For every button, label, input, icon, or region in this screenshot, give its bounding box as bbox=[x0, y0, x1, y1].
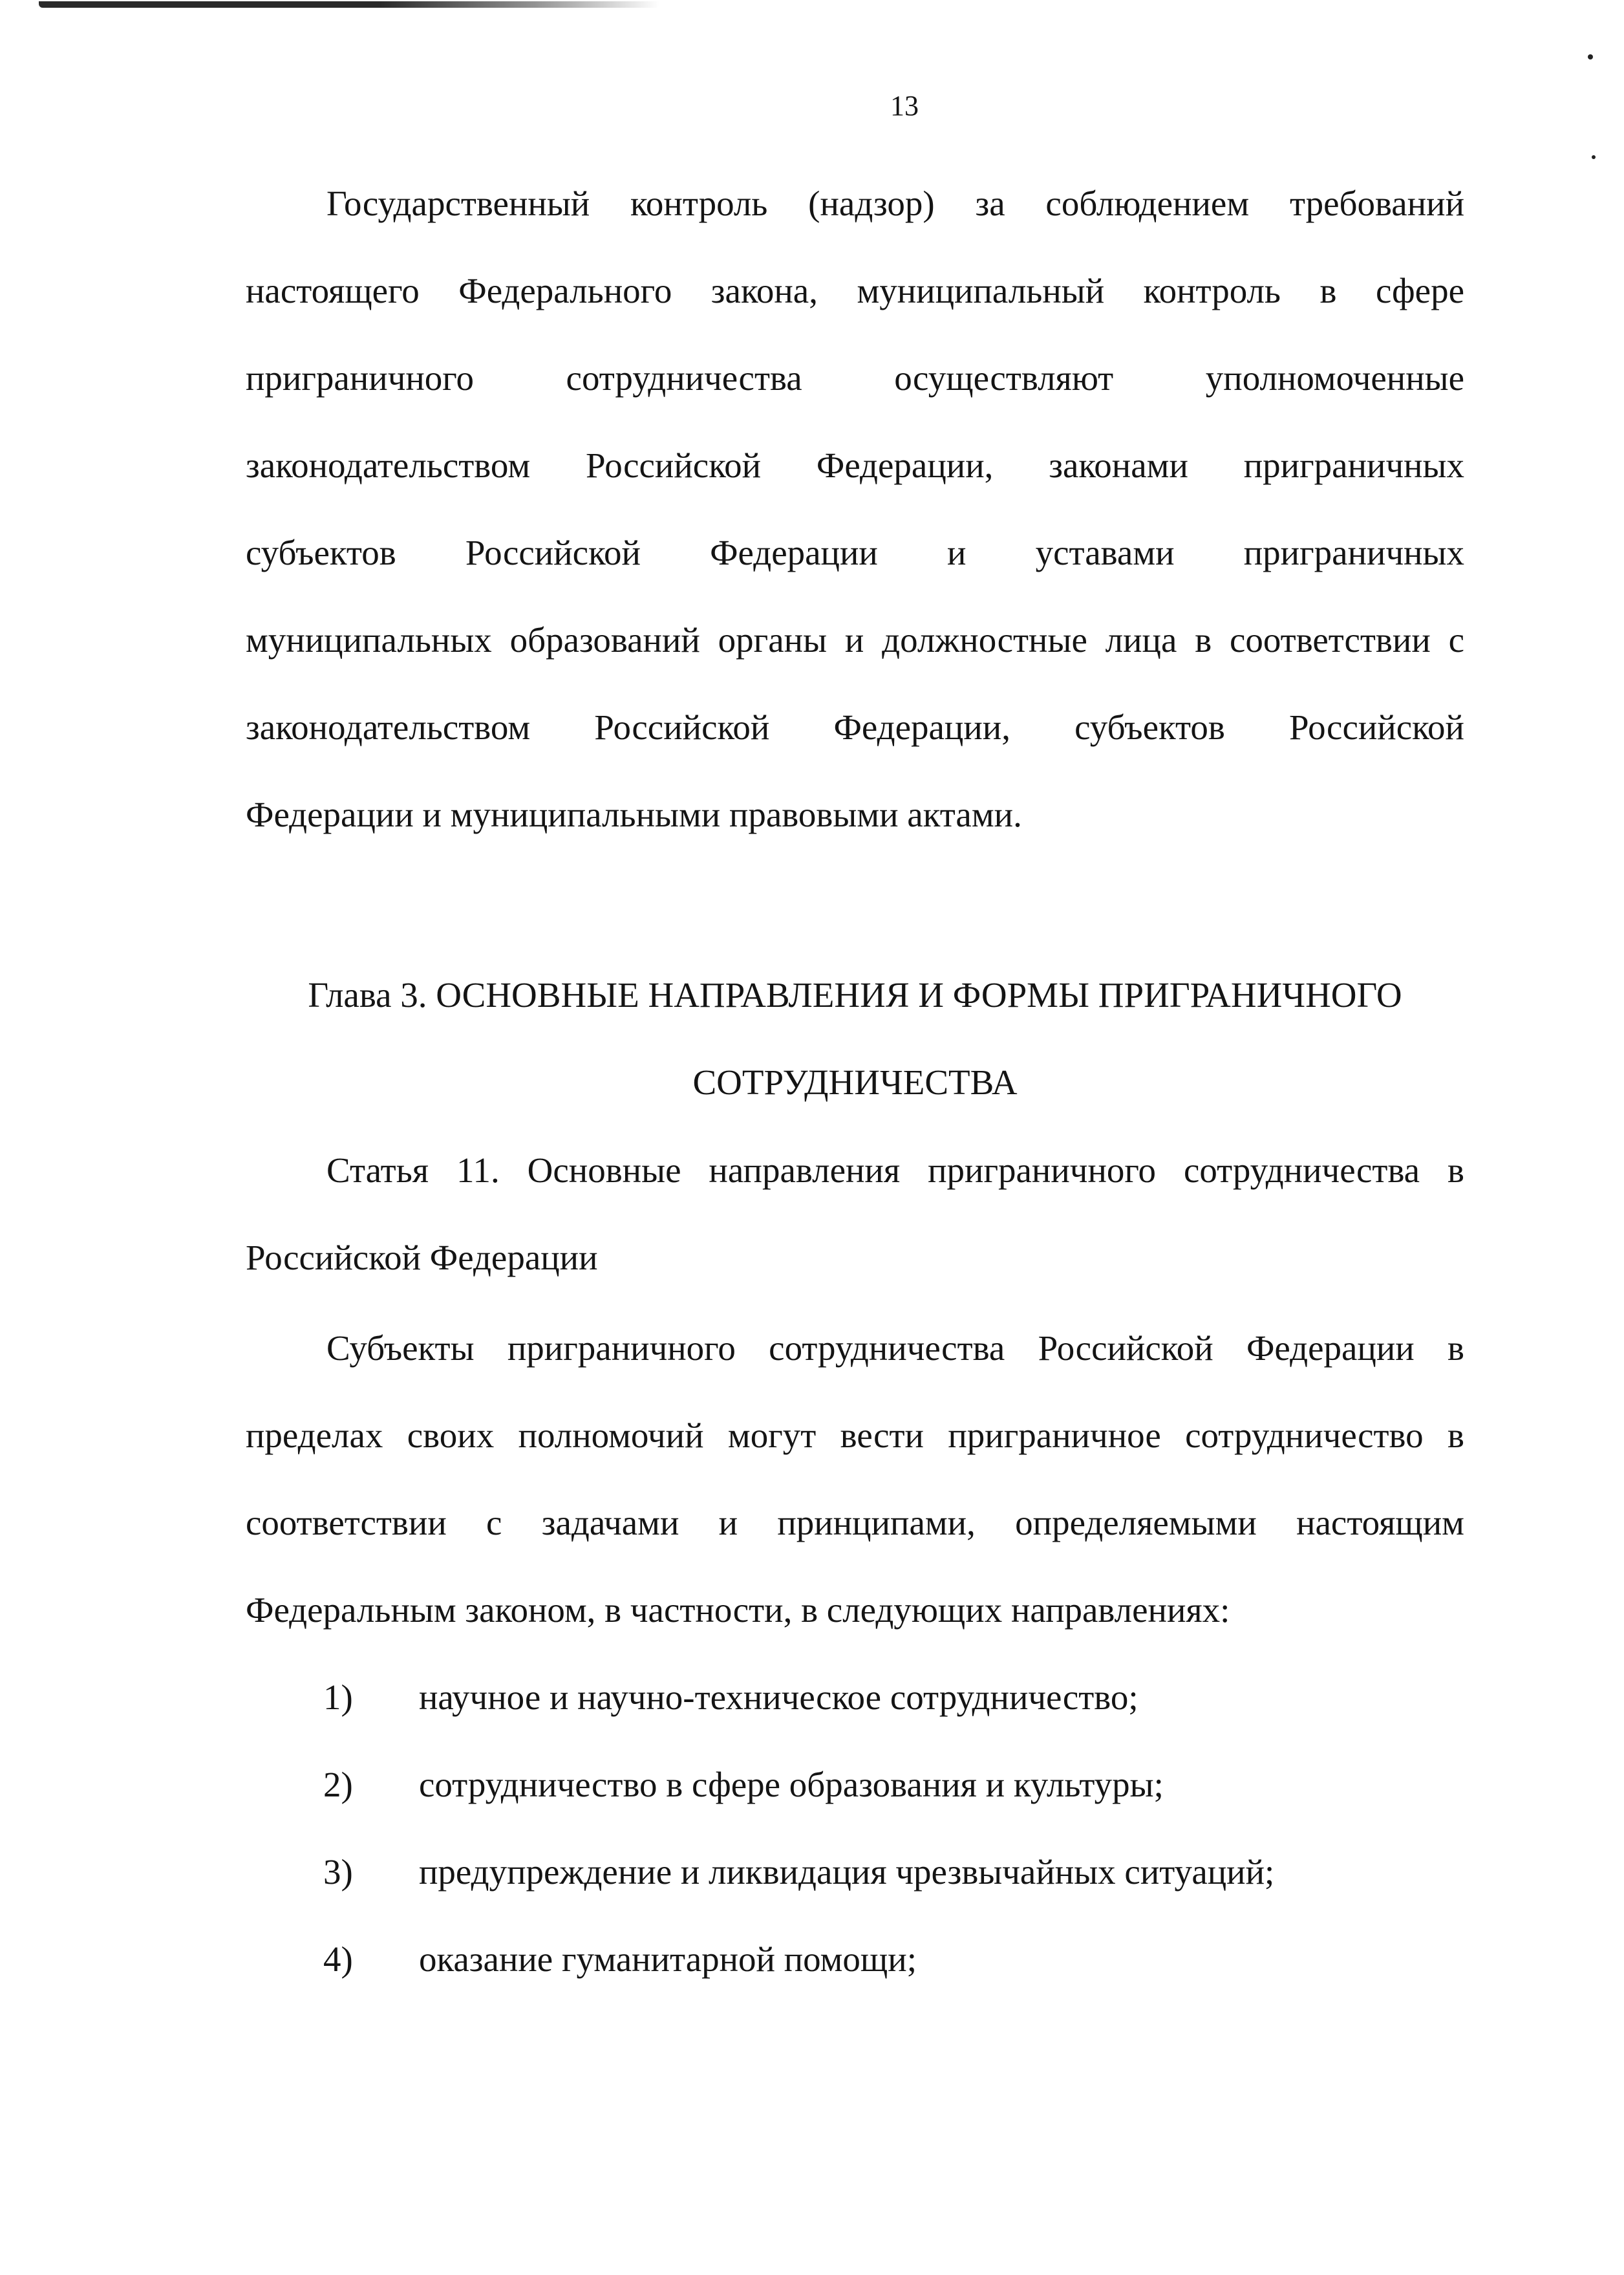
list-item-number: 3) bbox=[323, 1852, 353, 1892]
paragraph-line: муниципальных образований органы и должностные лица в соответствии с bbox=[246, 620, 1464, 660]
paragraph-line: Федерации и муниципальными правовыми актами. bbox=[246, 795, 1022, 834]
list-item: оказание гуманитарной помощи; bbox=[419, 1939, 917, 1979]
scan-speck bbox=[1592, 155, 1596, 159]
list-item: предупреждение и ликвидация чрезвычайных ситуаций; bbox=[419, 1852, 1275, 1892]
scan-edge-mark bbox=[39, 1, 659, 8]
article-heading-continued: Российской Федерации bbox=[246, 1238, 598, 1277]
list-item: сотрудничество в сфере образования и культуры; bbox=[419, 1765, 1164, 1804]
paragraph-line: Государственный контроль (надзор) за соблюдением требований bbox=[326, 184, 1464, 223]
paragraph-line: соответствии с задачами и принципами, определяемыми настоящим bbox=[246, 1503, 1464, 1542]
paragraph-line: Федеральным законом, в частности, в следующих направлениях: bbox=[246, 1590, 1230, 1630]
scan-speck bbox=[1588, 54, 1593, 59]
article-heading: Статья 11. Основные направления приграничного сотрудничества в bbox=[326, 1150, 1464, 1190]
list-item-number: 2) bbox=[323, 1765, 353, 1804]
chapter-heading-continued: СОТРУДНИЧЕСТВА bbox=[692, 1062, 1018, 1102]
paragraph-line: Субъекты приграничного сотрудничества Российской Федерации в bbox=[326, 1328, 1464, 1368]
paragraph-line: субъектов Российской Федерации и уставами приграничных bbox=[246, 533, 1464, 572]
paragraph-line: приграничного сотрудничества осуществляют уполномоченные bbox=[246, 358, 1464, 398]
chapter-heading: Глава 3. ОСНОВНЫЕ НАПРАВЛЕНИЯ И ФОРМЫ ПРИГРАНИЧНОГО bbox=[308, 975, 1402, 1015]
paragraph-line: законодательством Российской Федерации, субъектов Российской bbox=[246, 707, 1464, 747]
list-item-number: 1) bbox=[323, 1677, 353, 1717]
paragraph-line: настоящего Федерального закона, муниципальный контроль в сфере bbox=[246, 271, 1464, 310]
list-item-number: 4) bbox=[323, 1939, 353, 1979]
list-item: научное и научно-техническое сотрудничество; bbox=[419, 1677, 1138, 1717]
paragraph-line: пределах своих полномочий могут вести приграничное сотрудничество в bbox=[246, 1416, 1464, 1455]
page-number: 13 bbox=[890, 90, 919, 122]
paragraph-line: законодательством Российской Федерации, законами приграничных bbox=[246, 446, 1464, 485]
